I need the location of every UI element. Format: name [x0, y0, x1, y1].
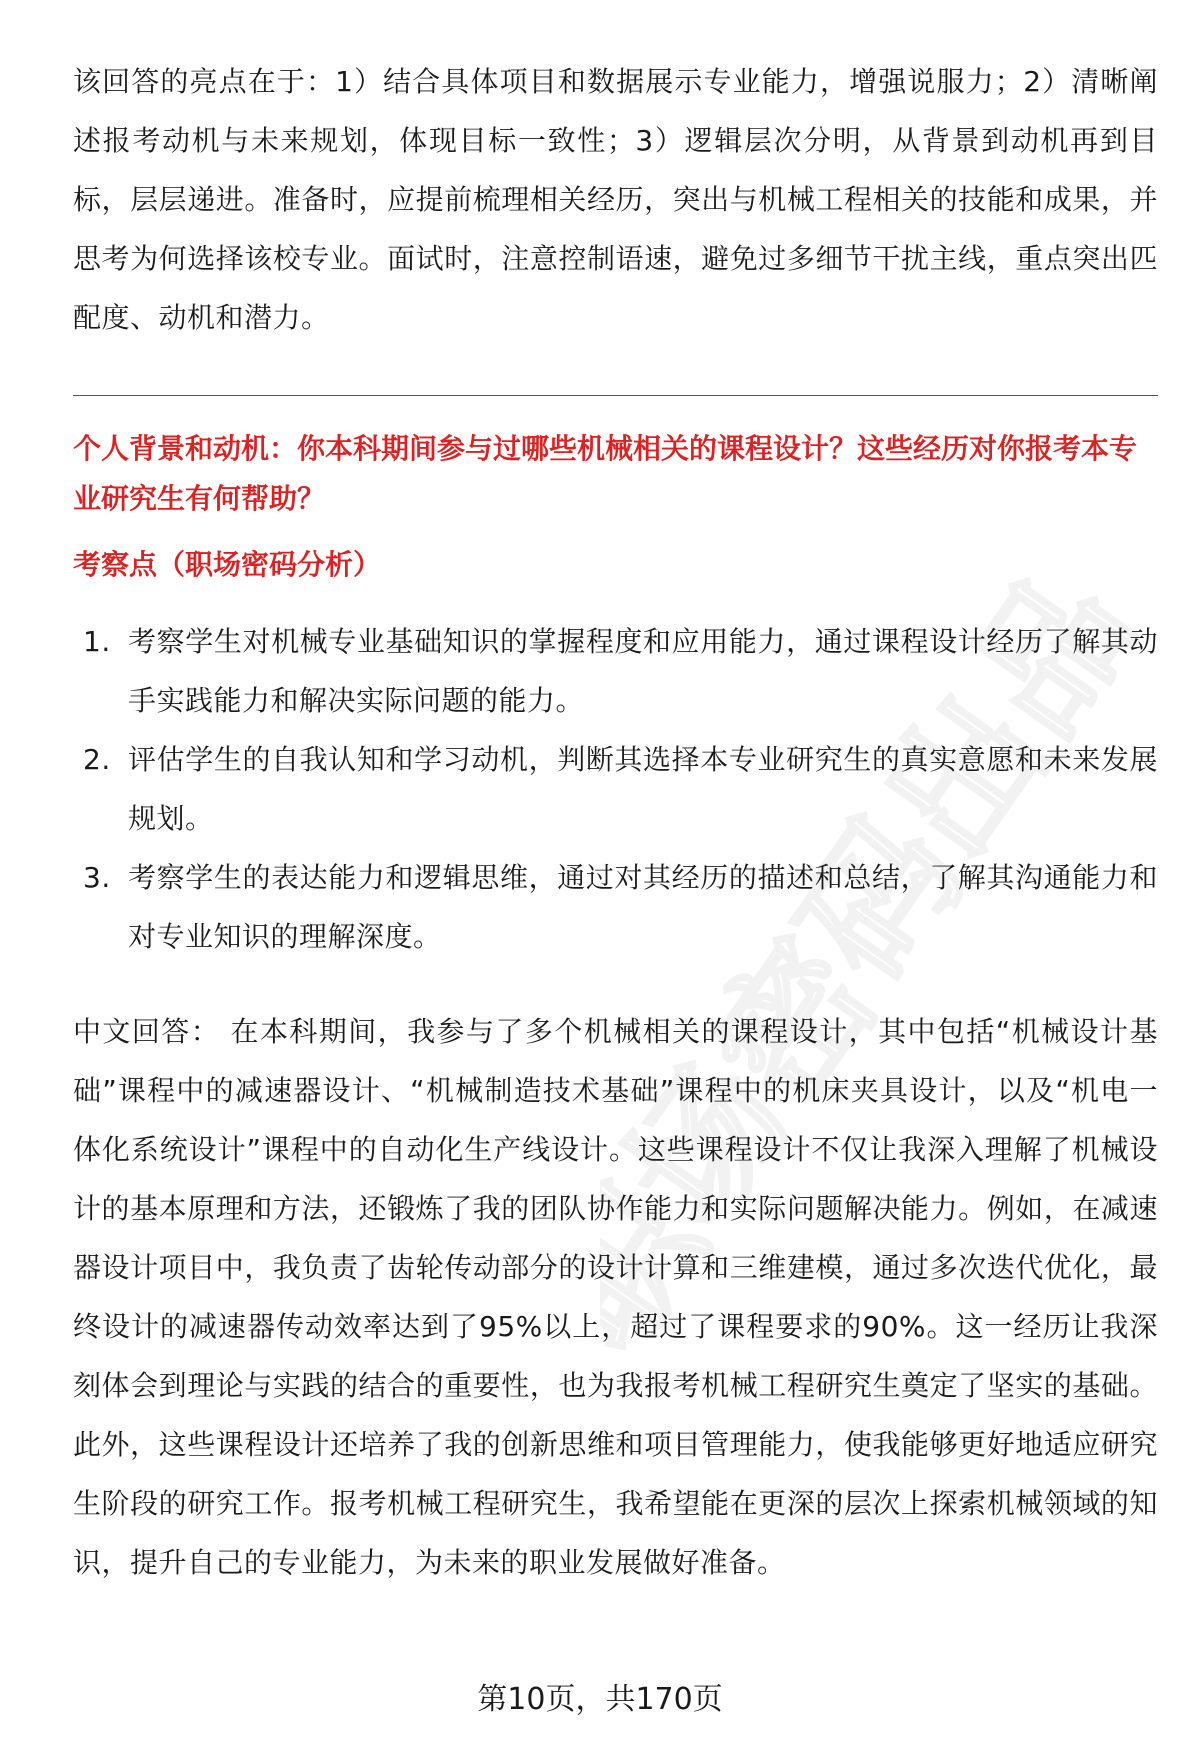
assessment-heading: 考察点（职场密码分析）	[73, 548, 382, 581]
watermark-text: 职场密码出品	[600, 542, 1160, 1380]
answer-paragraph: 中文回答： 在本科期间，我参与了多个机械相关的课程设计，其中包括“机械设计基础”课程中的减速器设计、“机械制造技术基础”课程中的机床夹具设计，以及“机电一体化系统设计”课程中的自动化生产线设计。这些课程设计不仅让我深入理解了机械设计的基本原理和方法，还锻炼了我的团队协作能力和实际问题解决能力。例如，在减速器设计项目中，我负责了齿轮传动部分的设计计算和三维建模，通过多次迭代优化，最终设计的减速器传动效率达到了95%以上，超过了课程要求的90%。这一经历让我深刻体会到理论与实践的结合的重要性，也为我报考机械工程研究生奠定了坚实的基础。此外，这些课程设计还培养了我的创新思维和项目管理能力，使我能够更好地适应研究生阶段的研究工作。报考机械工程研究生，我希望能在更深的层次上探索机械领域的知识，提升自己的专业能力，为未来的职业发展做好准备。	[73, 1015, 1158, 1579]
section-divider	[73, 395, 1158, 396]
list-item	[73, 612, 1158, 730]
question-heading: 个人背景和动机：你本科期间参与过哪些机械相关的课程设计？这些经历对你报考本专业研究生有何帮助？	[73, 432, 1138, 515]
list-item-text: 评估学生的自我认知和学习动机，判断其选择本专业研究生的真实意愿和未来发展规划。	[128, 743, 1158, 835]
assessment-list	[73, 612, 1158, 966]
intro-paragraph: 该回答的亮点在于：1）结合具体项目和数据展示专业能力，增强说服力；2）清晰阐述报考动机与未来规划，体现目标一致性；3）逻辑层次分明，从背景到动机再到目标，层层递进。准备时，应提前梳理相关经历，突出与机械工程相关的技能和成果，并思考为何选择该校专业。面试时，注意控制语速，避免过多细节干扰主线，重点突出匹配度、动机和潜力。	[73, 65, 1158, 334]
list-item	[73, 730, 1158, 848]
list-item-number: 1.	[83, 625, 111, 658]
page-footer: 第10页，共170页	[477, 1682, 723, 1717]
list-item-number: 3.	[83, 861, 111, 894]
list-item-text: 考察学生对机械专业基础知识的掌握程度和应用能力，通过课程设计经历了解其动手实践能力和解决实际问题的能力。	[128, 625, 1158, 717]
list-item	[73, 848, 1158, 966]
list-item-number: 2.	[83, 743, 111, 776]
list-item-text: 考察学生的表达能力和逻辑思维，通过对其经历的描述和总结，了解其沟通能力和对专业知识的理解深度。	[128, 861, 1158, 953]
